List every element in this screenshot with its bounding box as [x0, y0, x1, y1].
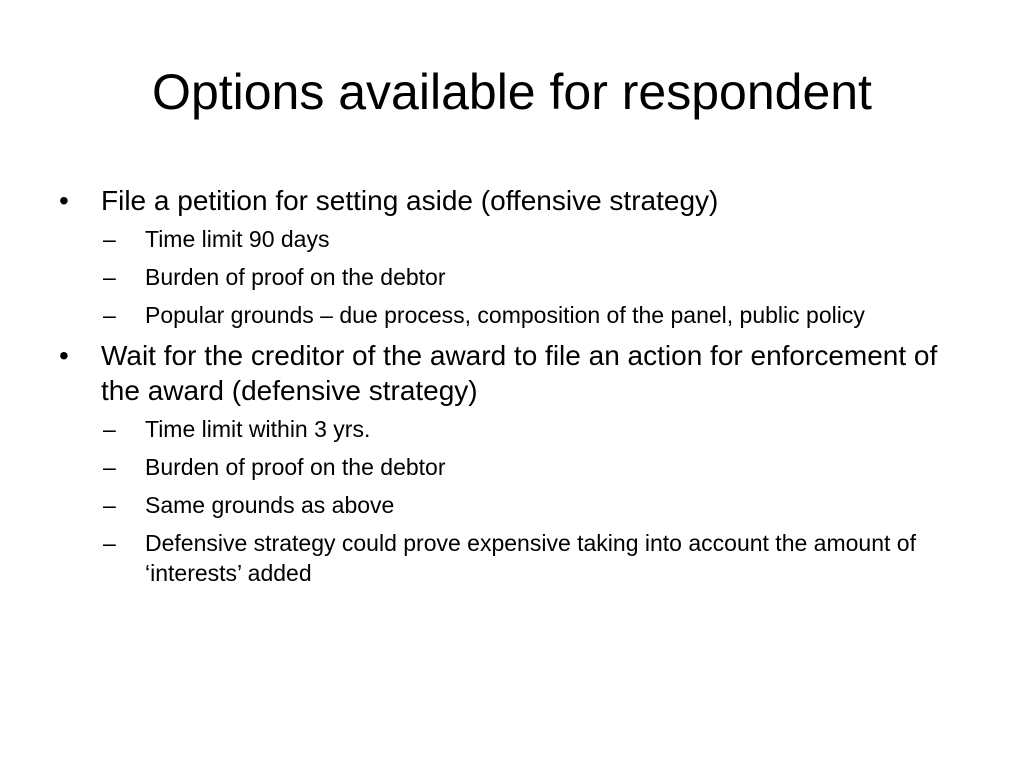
bullet-text: Wait for the creditor of the award to file an action for enforcement of the award (defensive strategy) [101, 340, 938, 406]
bullet-offensive-strategy [55, 183, 975, 330]
sub-item-text: Same grounds as above [145, 492, 395, 518]
sub-item-time-limit [101, 224, 975, 254]
dash-icon: – [103, 492, 116, 518]
sub-item-same-grounds [101, 490, 975, 520]
bullet-text: File a petition for setting aside (offensive strategy) [101, 185, 719, 216]
sub-item-expense-note [101, 528, 975, 588]
sub-item-text: Defensive strategy could prove expensive taking into account the amount of ‘interests’ added [145, 530, 916, 586]
sub-item-time-limit [101, 414, 975, 444]
sub-item-text: Burden of proof on the debtor [145, 264, 446, 290]
bullet-icon: • [59, 340, 69, 371]
sub-list [101, 414, 975, 588]
dash-icon: – [103, 302, 116, 328]
sub-list [101, 224, 975, 330]
bullet-defensive-strategy [55, 338, 975, 588]
dash-icon: – [103, 264, 116, 290]
bullet-icon: • [59, 185, 69, 216]
dash-icon: – [103, 416, 116, 442]
sub-item-text: Popular grounds – due process, composition of the panel, public policy [145, 302, 865, 328]
sub-item-burden-of-proof [101, 262, 975, 292]
sub-item-text: Time limit 90 days [145, 226, 330, 252]
dash-icon: – [103, 454, 116, 480]
sub-item-burden-of-proof [101, 452, 975, 482]
sub-item-popular-grounds [101, 300, 975, 330]
sub-item-text: Burden of proof on the debtor [145, 454, 446, 480]
sub-item-text: Time limit within 3 yrs. [145, 416, 371, 442]
dash-icon: – [103, 530, 116, 556]
slide-title: Options available for respondent [152, 64, 872, 120]
dash-icon: – [103, 226, 116, 252]
slide-content [55, 183, 975, 596]
